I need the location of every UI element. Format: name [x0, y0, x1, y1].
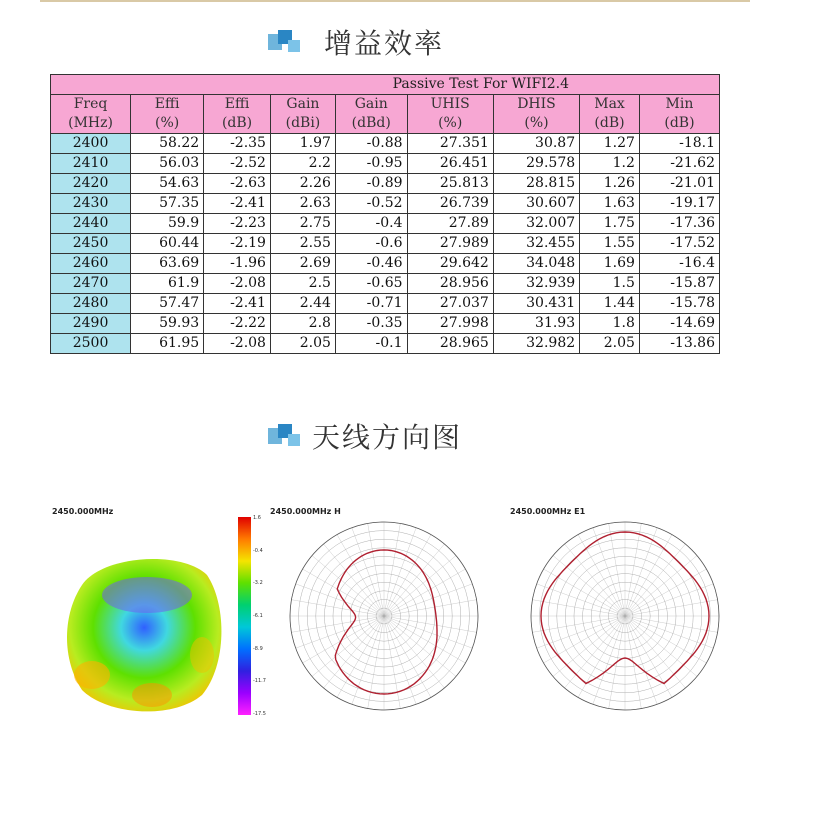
table-cell: -0.88: [335, 134, 407, 154]
header-unit: (%): [155, 115, 180, 131]
pattern-e1-label: 2450.000MHz E1: [510, 507, 586, 516]
header-unit: (dB): [594, 115, 625, 131]
column-header: [580, 95, 640, 134]
freq-cell: 2450: [51, 234, 131, 254]
pattern-h-label: 2450.000MHz H: [270, 507, 341, 516]
table-cell: -17.36: [639, 214, 719, 234]
table-cell: -19.17: [639, 194, 719, 214]
colorbar: [238, 517, 251, 715]
table-row: [51, 134, 720, 154]
table-cell: -0.71: [335, 294, 407, 314]
table-cell: 63.69: [131, 254, 204, 274]
table-caption-row: [51, 75, 720, 95]
table-cell: -2.08: [204, 274, 271, 294]
table-cell: -2.52: [204, 154, 271, 174]
table-cell: 28.956: [407, 274, 493, 294]
table-cell: -13.86: [639, 334, 719, 354]
table-cell: -16.4: [639, 254, 719, 274]
table-cell: -2.08: [204, 334, 271, 354]
table-cell: 2.8: [270, 314, 335, 334]
header-unit: (MHz): [68, 115, 113, 131]
table-cell: -2.41: [204, 194, 271, 214]
table-cell: -2.63: [204, 174, 271, 194]
freq-cell: 2470: [51, 274, 131, 294]
column-header: [270, 95, 335, 134]
table-cell: 32.007: [493, 214, 579, 234]
header-unit: (dBd): [351, 115, 391, 131]
table-cell: 27.989: [407, 234, 493, 254]
column-header: [407, 95, 493, 134]
table-cell: -1.96: [204, 254, 271, 274]
table-cell: -0.89: [335, 174, 407, 194]
table-cell: -18.1: [639, 134, 719, 154]
colorbar-tick: -11.7: [253, 678, 266, 685]
table-cell: 2.05: [580, 334, 640, 354]
header-label: DHIS: [517, 96, 556, 112]
header-unit: (dB): [221, 115, 253, 131]
colorbar-tick: -17.5: [253, 711, 266, 717]
column-header: [51, 95, 131, 134]
table-cell: 28.965: [407, 334, 493, 354]
table-header-row: [51, 95, 720, 134]
freq-cell: 2400: [51, 134, 131, 154]
table-cell: 26.451: [407, 154, 493, 174]
freq-cell: 2500: [51, 334, 131, 354]
table-cell: 2.75: [270, 214, 335, 234]
column-header: [639, 95, 719, 134]
section-header-antenna-pattern: [268, 416, 462, 456]
table-cell: 28.815: [493, 174, 579, 194]
table-cell: 1.97: [270, 134, 335, 154]
table-cell: 32.939: [493, 274, 579, 294]
table-cell: 61.95: [131, 334, 204, 354]
table-cell: 27.351: [407, 134, 493, 154]
table-row: [51, 274, 720, 294]
header-label: Gain: [286, 96, 320, 112]
table-cell: 34.048: [493, 254, 579, 274]
table-cell: -0.1: [335, 334, 407, 354]
table-cell: -2.19: [204, 234, 271, 254]
table-row: [51, 194, 720, 214]
table-cell: 2.5: [270, 274, 335, 294]
section-icon: [268, 424, 302, 448]
table-cell: -2.41: [204, 294, 271, 314]
header-label: Effi: [154, 96, 180, 112]
section-header-gain-efficiency: [268, 22, 444, 62]
freq-cell: 2490: [51, 314, 131, 334]
table-cell: -17.52: [639, 234, 719, 254]
table-cell: 56.03: [131, 154, 204, 174]
table-cell: 26.739: [407, 194, 493, 214]
header-label: Freq: [73, 96, 108, 112]
freq-cell: 2420: [51, 174, 131, 194]
table-row: [51, 334, 720, 354]
table-cell: 30.87: [493, 134, 579, 154]
section-title: 天线方向图: [312, 421, 463, 454]
table-cell: 1.44: [580, 294, 640, 314]
table-cell: 61.9: [131, 274, 204, 294]
table-cell: 57.35: [131, 194, 204, 214]
table-cell: 1.2: [580, 154, 640, 174]
table-cell: 1.75: [580, 214, 640, 234]
table-cell: 27.89: [407, 214, 493, 234]
table-cell: 32.982: [493, 334, 579, 354]
colorbar-tick: -3.2: [253, 580, 263, 587]
table-cell: -14.69: [639, 314, 719, 334]
table-cell: 2.05: [270, 334, 335, 354]
header-label: Max: [594, 96, 625, 112]
table-cell: 2.63: [270, 194, 335, 214]
table-cell: -0.65: [335, 274, 407, 294]
table-cell: 30.607: [493, 194, 579, 214]
table-cell: -2.22: [204, 314, 271, 334]
table-row: [51, 254, 720, 274]
table-cell: 2.69: [270, 254, 335, 274]
header-label: Effi: [224, 96, 250, 112]
table-cell: -21.01: [639, 174, 719, 194]
freq-cell: 2440: [51, 214, 131, 234]
table-cell: 1.63: [580, 194, 640, 214]
table-row: [51, 174, 720, 194]
freq-cell: 2430: [51, 194, 131, 214]
table-cell: -0.6: [335, 234, 407, 254]
table-cell: -15.87: [639, 274, 719, 294]
table-cell: 1.69: [580, 254, 640, 274]
table-cell: 1.5: [580, 274, 640, 294]
table-row: [51, 234, 720, 254]
column-header: [131, 95, 204, 134]
table-cell: 32.455: [493, 234, 579, 254]
table-cell: 29.578: [493, 154, 579, 174]
header-unit: (%): [524, 115, 549, 131]
table-cell: 31.93: [493, 314, 579, 334]
table-cell: 58.22: [131, 134, 204, 154]
freq-cell: 2480: [51, 294, 131, 314]
passive-test-table: [50, 74, 720, 354]
table-cell: 2.55: [270, 234, 335, 254]
table-row: [51, 314, 720, 334]
freq-cell: 2410: [51, 154, 131, 174]
table-row: [51, 294, 720, 314]
table-cell: 27.037: [407, 294, 493, 314]
table-cell: -0.46: [335, 254, 407, 274]
header-unit: (%): [438, 115, 463, 131]
table-cell: -15.78: [639, 294, 719, 314]
table-cell: 1.8: [580, 314, 640, 334]
table-cell: -0.95: [335, 154, 407, 174]
table-cell: -0.35: [335, 314, 407, 334]
table-cell: 54.63: [131, 174, 204, 194]
pattern-3d-label: 2450.000MHz: [52, 507, 114, 516]
table-cell: 27.998: [407, 314, 493, 334]
polar-plot-h: [284, 516, 484, 716]
table-row: [51, 214, 720, 234]
colorbar-tick: -8.9: [253, 645, 263, 652]
colorbar-tick: -6.1: [253, 613, 263, 619]
table-row: [51, 154, 720, 174]
table-cell: 2.44: [270, 294, 335, 314]
colorbar-tick: -0.4: [253, 547, 263, 554]
table-cell: 30.431: [493, 294, 579, 314]
section-icon: [268, 30, 302, 54]
header-unit: (dBi): [285, 115, 321, 131]
table-cell: 2.2: [270, 154, 335, 174]
table-cell: -21.62: [639, 154, 719, 174]
column-header: [493, 95, 579, 134]
table-cell: 57.47: [131, 294, 204, 314]
table-cell: -2.35: [204, 134, 271, 154]
polar-plot-e1: [525, 516, 725, 716]
header-label: Gain: [354, 96, 388, 112]
header-label: Min: [665, 96, 694, 112]
table-cell: 60.44: [131, 234, 204, 254]
table-cell: 1.55: [580, 234, 640, 254]
table-cell: 59.93: [131, 314, 204, 334]
section-title: 增益效率: [324, 27, 445, 60]
column-header: [335, 95, 407, 134]
table-cell: 29.642: [407, 254, 493, 274]
table-cell: 1.26: [580, 174, 640, 194]
pattern-3d-image: [52, 545, 232, 725]
header-unit: (dB): [664, 115, 695, 131]
table-caption: Passive Test For WIFI2.4: [51, 75, 720, 95]
table-cell: 25.813: [407, 174, 493, 194]
table-cell: 1.27: [580, 134, 640, 154]
header-label: UHIS: [430, 96, 470, 112]
table-cell: 2.26: [270, 174, 335, 194]
table-cell: 59.9: [131, 214, 204, 234]
top-divider: [40, 0, 750, 2]
table-cell: -0.4: [335, 214, 407, 234]
colorbar-tick: 1.6: [253, 515, 261, 521]
freq-cell: 2460: [51, 254, 131, 274]
column-header: [204, 95, 271, 134]
table-cell: -2.23: [204, 214, 271, 234]
table-cell: -0.52: [335, 194, 407, 214]
